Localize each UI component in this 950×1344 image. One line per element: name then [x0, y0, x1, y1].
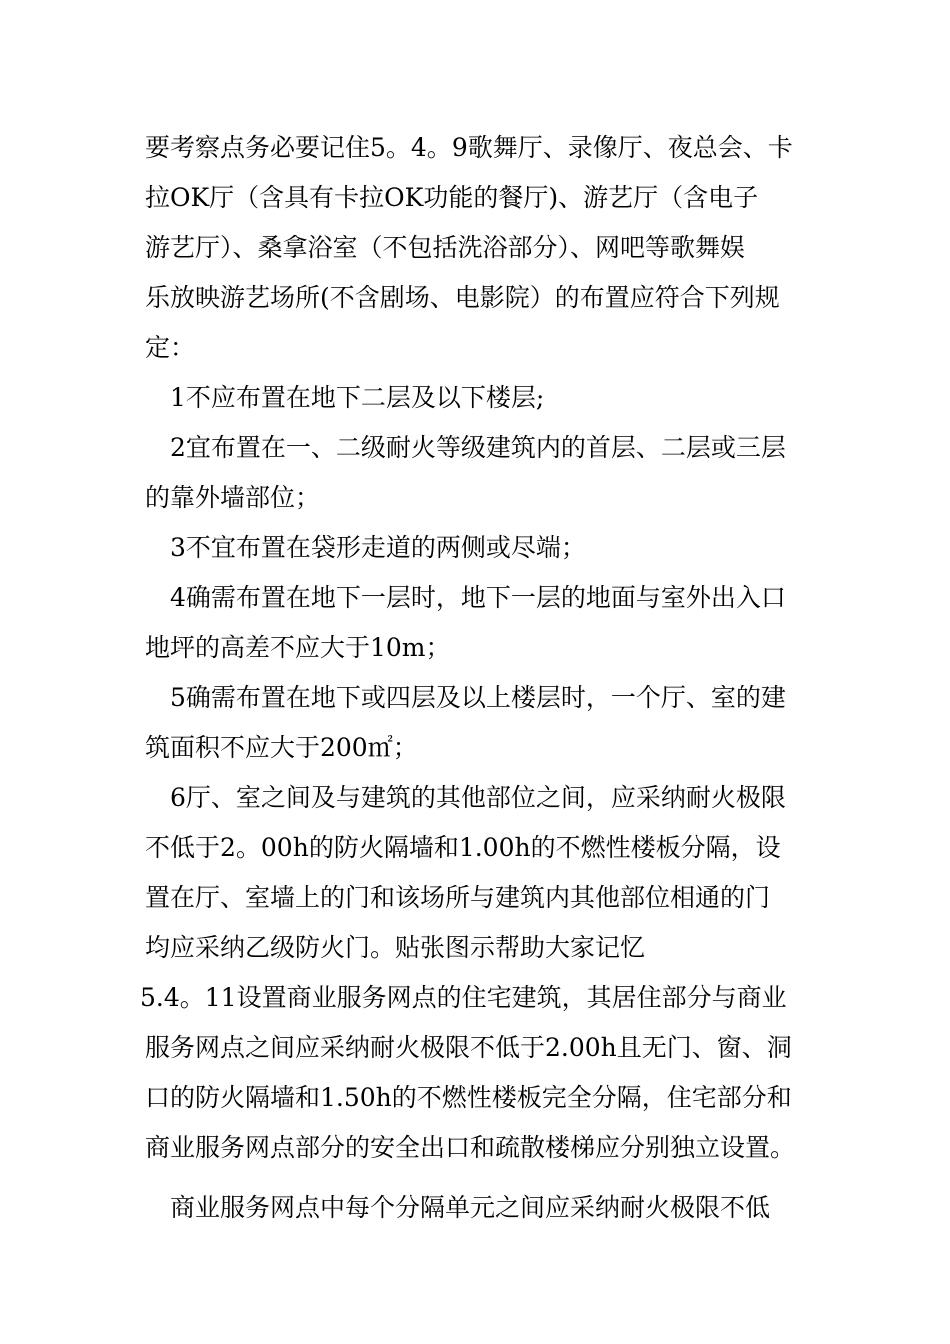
text-line: 口的防火隔墙和1.50h的不燃性楼板完全分隔，住宅部分和 — [145, 1083, 792, 1112]
document-body — [140, 123, 810, 1233]
text-line: 均应采纳乙级防火门。贴张图示帮助大家记忆 — [145, 933, 646, 962]
text-line: 5.4。11设置商业服务网点的住宅建筑，其居住部分与商业 — [140, 983, 787, 1012]
list-item: 2宜布置在一、二级耐火等级建筑内的首层、二层或三层 — [170, 433, 786, 462]
text-line: 筑面积不应大于200㎡； — [145, 733, 418, 762]
text-line: 服务网点之间应采纳耐火极限不低于2.00h且无门、窗、洞 — [145, 1033, 792, 1062]
text-line: 游艺厅）、桑拿浴室（不包括洗浴部分）、网吧等歌舞娱 — [145, 233, 746, 262]
text-line: 地坪的高差不应大于10m； — [145, 633, 451, 662]
list-item: 5确需布置在地下或四层及以上楼层时，一个厅、室的建 — [170, 683, 786, 712]
text-line: 定： — [145, 333, 196, 362]
text-line: 不低于2。00h的防火隔墙和1.00h的不燃性楼板分隔，设 — [145, 833, 781, 862]
text-line: 乐放映游艺场所(不含剧场、电影院）的布置应符合下列规 — [145, 283, 780, 312]
text-line: 商业服务网点部分的安全出口和疏散楼梯应分别独立设置。 — [145, 1133, 796, 1162]
list-item: 6厅、室之间及与建筑的其他部位之间，应采纳耐火极限 — [170, 783, 786, 812]
text-line: 商业服务网点中每个分隔单元之间应采纳耐火极限不低 — [170, 1193, 771, 1222]
text-line: 拉OK厅（含具有卡拉OK功能的餐厅)、游艺厅（含电子 — [145, 183, 759, 212]
list-item: 1不应布置在地下二层及以下楼层; — [170, 383, 545, 412]
list-item: 3不宜布置在袋形走道的两侧或尽端； — [170, 533, 586, 562]
list-item: 4确需布置在地下一层时，地下一层的地面与室外出入口 — [170, 583, 786, 612]
text-line: 的靠外墙部位； — [145, 483, 321, 512]
text-line: 要考察点务必要记住5。4。9歌舞厅、录像厅、夜总会、卡 — [145, 133, 793, 162]
text-line: 置在厅、室墙上的门和该场所与建筑内其他部位相通的门 — [145, 883, 771, 912]
